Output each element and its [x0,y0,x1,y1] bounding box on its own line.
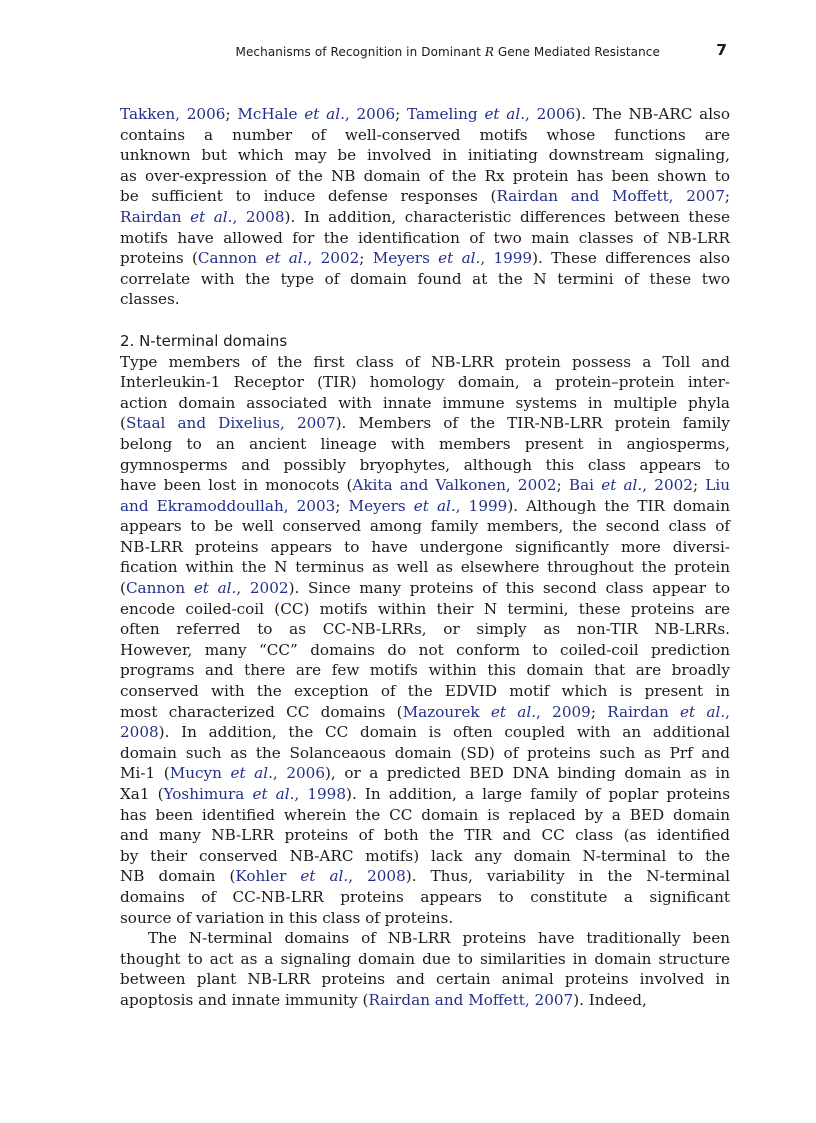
text-segment: appears to be well conserved among family members, the second class of [120,517,730,536]
citation-link[interactable]: et al. [300,867,349,886]
text-segment: have been lost in monocots ( [120,476,353,495]
text-line [120,743,730,764]
text-segment: thought to act as a signaling domain due to similarities in domain structure [120,949,730,968]
text-segment: programs and there are few motifs within this domain that are broadly [120,661,730,680]
text-line [120,228,730,249]
text-line [120,619,730,640]
text-segment: apoptosis and innate immunity ( [120,990,369,1009]
text-segment: Mi-1 ( [120,764,170,783]
citation-link[interactable]: , 2006 [272,764,325,783]
text-segment: Xa1 ( [120,785,164,803]
text-segment: Type members of the first class of NB-LRR protein possess a Toll and [120,352,730,371]
text-segment: The N-terminal domains of NB-LRR proteins have traditionally been [148,929,730,948]
text-line [120,104,730,125]
text-line [120,289,730,310]
text-segment: ; [225,105,238,123]
citation-link[interactable]: Akita and Valkonen, 2002 [352,476,557,495]
citation-link[interactable]: et al. [193,579,237,598]
citation-link[interactable]: et al. [438,249,481,268]
citation-link[interactable]: Meyers [372,249,439,268]
text-segment: fication within the N terminus as well as elsewhere throughout the protein [120,558,730,577]
text-line [120,455,730,476]
text-line [120,722,730,743]
text-segment: ; [590,702,608,721]
text-segment: ; [335,496,349,515]
citation-link[interactable]: Cannon [197,249,266,268]
text-line [120,846,730,867]
text-segment: most characterized CC domains ( [120,702,403,721]
citation-link[interactable]: et al. [190,207,233,226]
citation-link[interactable]: , [725,702,730,721]
text-segment: NB domain ( [120,867,236,886]
citation-link[interactable]: , 2009 [536,702,591,721]
citation-link[interactable]: , 2006 [525,105,576,123]
text-line [120,990,730,1011]
text-segment: ; [556,476,569,495]
text-line [120,475,730,496]
text-line [120,681,730,702]
text-segment: between plant NB-LRR proteins and certain animal proteins involved in [120,970,730,989]
citation-link[interactable]: , 2006 [344,105,396,123]
text-line [120,763,730,784]
text-line [120,866,730,887]
text-line [120,413,730,434]
running-title-pre: Mechanisms of Recognition in Dominant [235,45,485,59]
text-segment: ). Indeed, [573,990,647,1009]
text-segment: ). These differences also [532,249,730,268]
text-line [120,248,730,269]
citation-link[interactable]: Meyers [348,496,414,515]
text-segment: often referred to as CC-NB-LRRs, or simply as non-TIR NB-LRRs. [120,620,730,639]
text-segment: ). In addition, a large family of poplar proteins [346,785,730,803]
citation-link[interactable]: Rairdan [120,207,191,226]
text-line [120,578,730,599]
text-line [120,393,730,414]
citation-link[interactable]: , 2008 [232,207,285,226]
text-line [120,496,730,517]
text-segment: conserved with the exception of the EDVID motif which is present in [120,682,730,701]
running-title-italic: R [484,45,494,59]
citation-link[interactable]: , 2008 [348,867,406,886]
text-line [120,537,730,558]
citation-link[interactable]: Cannon [125,579,194,598]
text-segment: ). Thus, variability in the N-terminal [405,867,730,886]
citation-link[interactable]: , 2002 [307,249,360,268]
text-segment: source of variation in this class of proteins. [120,908,454,927]
text-segment: domains of CC-NB-LRR proteins appears to constitute a significant [120,887,730,906]
text-segment: as over-expression of the NB domain of the Rx protein has been shown to [120,166,730,185]
text-segment: and many NB-LRR proteins of both the TIR and CC class (as identified [120,826,730,845]
text-segment: contains a number of well-conserved motifs whose functions are [120,125,730,144]
text-line [120,434,730,455]
text-line [120,949,730,970]
text-line [120,660,730,681]
citation-link[interactable]: et al. [490,702,537,721]
text-segment: correlate with the type of domain found at the N termini of these two [120,269,730,288]
text-segment: action domain associated with innate immune systems in multiple phyla [120,393,730,412]
text-segment: ( [120,579,126,598]
running-title [235,45,660,59]
citation-link[interactable]: et al. [413,496,456,515]
text-segment: Interleukin-1 Receptor (TIR) homology domain, a protein–protein inter- [120,373,730,392]
text-line [120,516,730,537]
citation-link[interactable]: Mucyn [169,764,231,783]
text-line [120,599,730,620]
text-line [120,186,730,207]
citation-link[interactable]: , 1998 [294,785,347,803]
citation-link[interactable]: et al. [230,764,273,783]
text-segment: ), or a predicted BED DNA binding domain as in [324,764,731,783]
text-segment: ; [395,105,408,123]
text-line [120,145,730,166]
text-line [120,805,730,826]
paragraph-1 [120,104,730,310]
text-line [120,352,730,373]
text-segment: proteins ( [120,249,198,268]
text-segment: ; [692,476,706,495]
text-line [120,166,730,187]
text-segment: ). Although the TIR domain [507,496,730,515]
citation-link[interactable]: McHale [237,105,305,123]
text-segment: ). Members of the TIR-NB-LRR protein family [335,414,730,433]
text-segment: However, many “CC” domains do not conform to coiled-coil prediction [120,640,730,659]
text-line [120,784,730,805]
text-segment: ). In addition, characteristic differences between these [284,207,730,226]
citation-link[interactable]: Mazourek [402,702,491,721]
citation-link[interactable]: Staal and Dixelius, 2007 [125,414,336,433]
text-segment: belong to an ancient lineage with members present in angiosperms, [120,434,730,453]
text-segment: classes. [120,290,180,309]
text-line [120,557,730,578]
text-segment: ; [724,187,730,206]
citation-link[interactable]: Rairdan [607,702,681,721]
section-heading: 2. N-terminal domains [120,331,288,350]
text-line [120,825,730,846]
text-line [120,887,730,908]
text-segment: ; [359,249,373,268]
text-line [120,928,730,949]
page-number: 7 [716,41,727,59]
citation-link[interactable]: et al. [265,249,308,268]
citation-link[interactable]: Kohler [235,867,301,886]
text-segment: by their conserved NB-ARC motifs) lack any domain N-terminal to the [120,846,730,865]
text-segment: gymnosperms and possibly bryophytes, although this class appears to [120,455,730,474]
text-line [120,702,730,723]
text-segment: ( [120,414,126,433]
paragraph-3 [120,928,730,1010]
citation-link[interactable]: , 2002 [642,476,693,495]
text-segment: domain such as the Solanceaous domain (SD) of proteins such as Prf and [120,743,730,762]
text-segment: NB-LRR proteins appears to have undergone significantly more diversi- [120,537,730,556]
citation-link[interactable]: 2008 [120,723,159,742]
text-segment: has been identified wherein the CC domain is replaced by a BED domain [120,805,730,824]
citation-link[interactable]: Bai [568,476,602,495]
citation-link[interactable]: , 1999 [455,496,508,515]
citation-link[interactable]: and Ekramoddoullah, 2003 [120,496,336,515]
citation-link[interactable]: et al. [252,785,295,803]
citation-link[interactable]: Takken, 2006 [120,105,226,123]
text-line [120,969,730,990]
text-segment: ). In addition, the CC domain is often coupled with an additional [158,723,730,742]
citation-link[interactable]: et al. [304,105,345,123]
text-line [120,640,730,661]
citation-link[interactable]: , 1999 [480,249,533,268]
text-segment: unknown but which may be involved in initiating downstream signaling, [120,146,730,165]
citation-link[interactable]: , 2002 [236,579,289,598]
text-line [120,908,730,929]
citation-link[interactable]: Yoshimura [163,785,253,803]
text-segment: ). Since many proteins of this second class appear to [288,579,730,598]
citation-link[interactable]: et al. [601,476,643,495]
citation-link[interactable]: et al. [680,702,726,721]
text-segment: encode coiled-coil (CC) motifs within their N termini, these proteins are [120,599,730,618]
citation-link[interactable]: et al. [484,105,526,123]
text-line [120,207,730,228]
text-line [120,372,730,393]
citation-link[interactable]: Tameling [407,105,485,123]
text-line [120,125,730,146]
running-title-post: Gene Mediated Resistance [493,45,660,59]
text-segment: ). The NB-ARC also [575,105,730,123]
text-segment: motifs have allowed for the identification of two main classes of NB-LRR [120,228,730,247]
paragraph-2 [120,352,730,929]
text-segment: be sufficient to induce defense responses ( [120,187,497,206]
citation-link[interactable]: Rairdan and Moffett, 2007 [496,187,725,206]
text-line [120,269,730,290]
running-head [120,43,730,65]
body-text [120,104,730,1011]
citation-link[interactable]: Liu [705,476,730,495]
citation-link[interactable]: Rairdan and Moffett, 2007 [368,990,574,1009]
